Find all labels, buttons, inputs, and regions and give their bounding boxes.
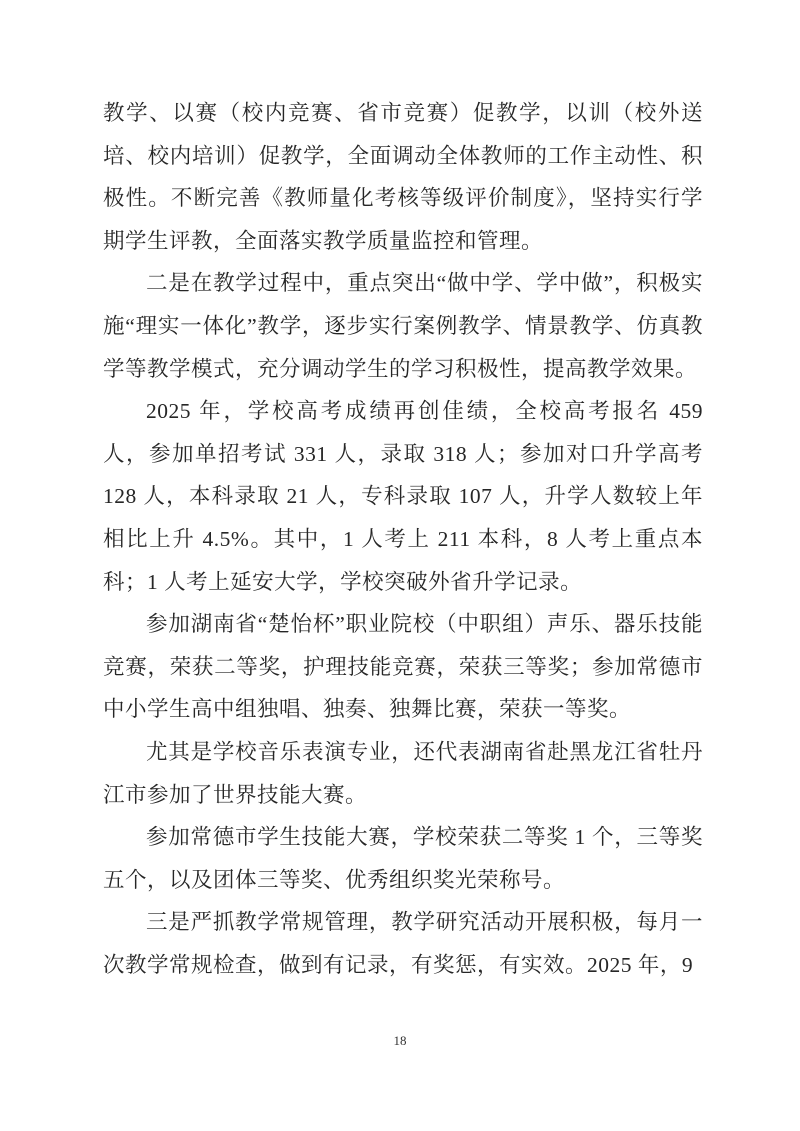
paragraph: 参加常德市学生技能大赛，学校荣获二等奖 1 个，三等奖五个，以及团体三等奖、优秀组织奖光荣称号。	[103, 825, 703, 892]
document-body	[103, 92, 703, 986]
page-footer	[0, 1032, 800, 1050]
paragraph: 2025 年，学校高考成绩再创佳绩，全校高考报名 459 人，参加单招考试 331 人，录取 318 人；参加对口升学高考 128 人，本科录取 21 人，专科录取 107 人，升学人数较上年相比上升 4.5%。其中，1 人考上 211 本科，8 人考上重点本科；1 人考上延安大学，学校突破外省升学记录。	[103, 399, 703, 594]
paragraph: 参加湖南省“楚怡杯”职业院校（中职组）声乐、器乐技能竞赛，荣获二等奖，护理技能竞赛，荣获三等奖；参加常德市中小学生高中组独唱、独奏、独舞比赛，荣获一等奖。	[103, 612, 703, 722]
paragraph: 教学、以赛（校内竞赛、省市竞赛）促教学，以训（校外送培、校内培训）促教学，全面调动全体教师的工作主动性、积极性。不断完善《教师量化考核等级评价制度》，坚持实行学期学生评教，全面落实教学质量监控和管理。	[103, 101, 703, 253]
page-number: 18	[393, 1033, 407, 1048]
paragraph: 尤其是学校音乐表演专业，还代表湖南省赴黑龙江省牡丹江市参加了世界技能大赛。	[103, 739, 703, 807]
paragraph: 三是严抓教学常规管理，教学研究活动开展积极，每月一次教学常规检查，做到有记录，有奖惩，有实效。2025 年，9	[103, 910, 703, 977]
paragraph: 二是在教学过程中，重点突出“做中学、学中做”，积极实施“理实一体化”教学，逐步实行案例教学、情景教学、仿真教学等教学模式，充分调动学生的学习积极性，提高教学效果。	[103, 271, 703, 381]
